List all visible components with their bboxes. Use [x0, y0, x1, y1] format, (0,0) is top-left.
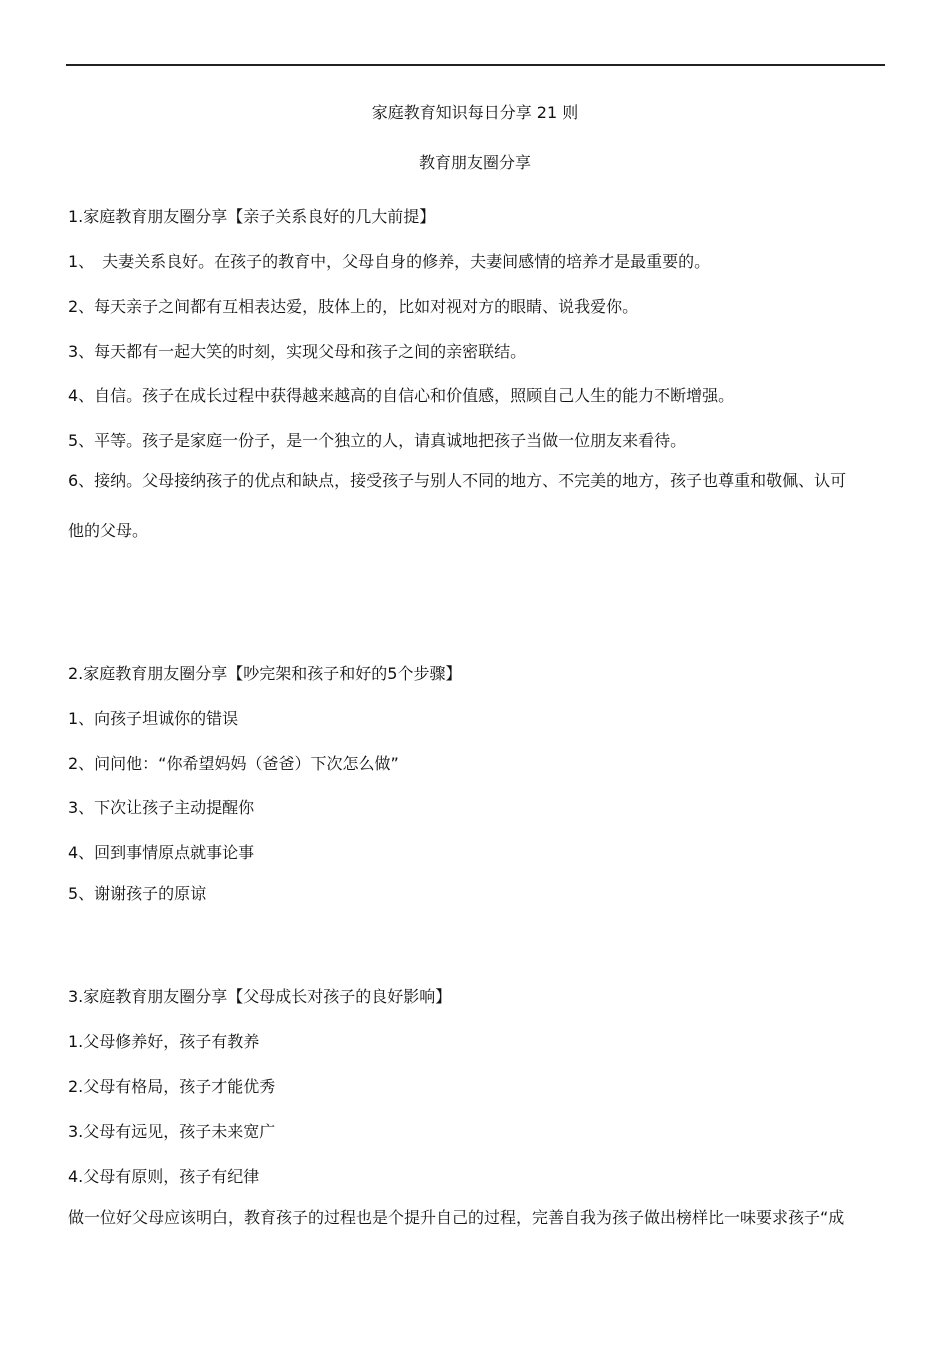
- list-item: 2.父母有格局，孩子才能优秀: [68, 1077, 276, 1096]
- list-item: 6、接纳。父母接纳孩子的优点和缺点，接受孩子与别人不同的地方、不完美的地方，孩子也尊重和敬佩、认可: [68, 471, 847, 490]
- paragraph: 做一位好父母应该明白，教育孩子的过程也是个提升自己的过程，完善自我为孩子做出榜样比一味要求孩子“成: [68, 1208, 845, 1227]
- list-item: 1.父母修养好，孩子有教养: [68, 1032, 260, 1051]
- list-item: 1、 夫妻关系良好。在孩子的教育中，父母自身的修养，夫妻间感情的培养才是最重要的。: [68, 252, 711, 271]
- list-item: 3、每天都有一起大笑的时刻，实现父母和孩子之间的亲密联结。: [68, 342, 527, 361]
- section-heading: 3.家庭教育朋友圈分享【父母成长对孩子的良好影响】: [68, 987, 452, 1006]
- header-rule: [66, 64, 885, 66]
- list-item: 4、回到事情原点就事论事: [68, 843, 255, 862]
- section-heading: 1.家庭教育朋友圈分享【亲子关系良好的几大前提】: [68, 207, 436, 226]
- list-item: 1、向孩子坦诚你的错误: [68, 709, 239, 728]
- list-item: 2、每天亲子之间都有互相表达爱，肢体上的，比如对视对方的眼睛、说我爱你。: [68, 297, 639, 316]
- document-subtitle: 教育朋友圈分享: [418, 153, 531, 172]
- list-item: 2、问问他：“你希望妈妈（爸爸）下次怎么做”: [68, 754, 399, 773]
- list-item: 3、下次让孩子主动提醒你: [68, 798, 255, 817]
- section-heading: 2.家庭教育朋友圈分享【吵完架和孩子和好的5个步骤】: [68, 664, 462, 683]
- list-item: 他的父母。: [68, 521, 149, 540]
- list-item: 4、自信。孩子在成长过程中获得越来越高的自信心和价值感，照顾自己人生的能力不断增强。: [68, 386, 735, 405]
- document-title: 家庭教育知识每日分享 21 则: [371, 103, 579, 122]
- list-item: 5、谢谢孩子的原谅: [68, 884, 207, 903]
- list-item: 3.父母有远见，孩子未来宽广: [68, 1122, 276, 1141]
- list-item: 4.父母有原则，孩子有纪律: [68, 1167, 260, 1186]
- list-item: 5、平等。孩子是家庭一份子，是一个独立的人，请真诚地把孩子当做一位朋友来看待。: [68, 431, 687, 450]
